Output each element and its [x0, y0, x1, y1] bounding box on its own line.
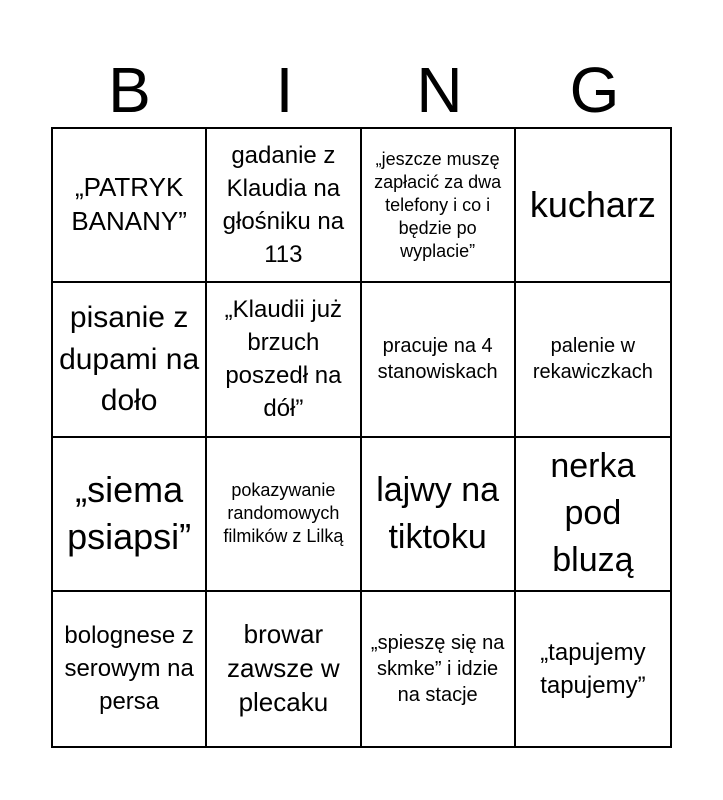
bingo-cell-r1c2[interactable] — [207, 129, 361, 283]
bingo-cell-r3c3[interactable] — [362, 438, 516, 592]
bingo-cell-r2c1[interactable] — [53, 283, 207, 437]
bingo-cell-r2c3[interactable] — [362, 283, 516, 437]
bingo-cell-r4c2[interactable] — [207, 592, 361, 746]
bingo-cell-r4c1[interactable] — [53, 592, 207, 746]
cell-text: „spieszę się na skmke” i idzie na stacje — [370, 631, 505, 706]
cell-text: kucharz — [529, 183, 656, 225]
bingo-cell-r4c3[interactable] — [362, 592, 516, 746]
bingo-cell-r1c3[interactable] — [362, 129, 516, 283]
cell-text: „Klaudii już brzuch poszedł na dół” — [224, 296, 343, 423]
bingo-cell-r3c1[interactable] — [53, 438, 207, 592]
bingo-cell-r4c4[interactable] — [516, 592, 670, 746]
bingo-cell-r1c1[interactable] — [53, 129, 207, 283]
header-letter-n: N — [416, 54, 463, 126]
bingo-header — [52, 52, 672, 128]
bingo-cell-r3c4[interactable] — [516, 438, 670, 592]
header-letter-g: G — [569, 54, 620, 126]
cell-text: pisanie z dupami na doło — [59, 301, 200, 418]
cell-text: „jeszcze muszę zapłacić za dwa telefony i co i będzie po wyplacie” — [374, 148, 502, 261]
bingo-cell-r1c4[interactable] — [516, 129, 670, 283]
cell-text: palenie w rekawiczkach — [532, 335, 653, 384]
cell-text: gadanie z Klaudia na głośniku na 113 — [222, 141, 345, 269]
cell-text: pracuje na 4 stanowiskach — [377, 335, 498, 384]
cell-text: „siema psiapsi” — [67, 468, 192, 557]
cell-text: pokazywanie randomowych filmików z Lilką — [223, 480, 344, 547]
cell-text: bolognese z serowym na persa — [64, 622, 194, 716]
header-letter-b: B — [108, 54, 151, 126]
bingo-cell-r2c4[interactable] — [516, 283, 670, 437]
cell-text: „PATRYK BANANY” — [71, 172, 187, 237]
cell-text: „tapujemy tapujemy” — [540, 638, 646, 699]
bingo-cell-r3c2[interactable] — [207, 438, 361, 592]
bingo-cell-r2c2[interactable] — [207, 283, 361, 437]
header-letter-i: I — [275, 54, 294, 126]
bingo-board — [51, 127, 672, 748]
cell-text: lajwy na tiktoku — [376, 470, 500, 556]
cell-text: browar zawsze w plecaku — [227, 619, 340, 717]
cell-text: nerka pod bluzą — [550, 447, 636, 580]
